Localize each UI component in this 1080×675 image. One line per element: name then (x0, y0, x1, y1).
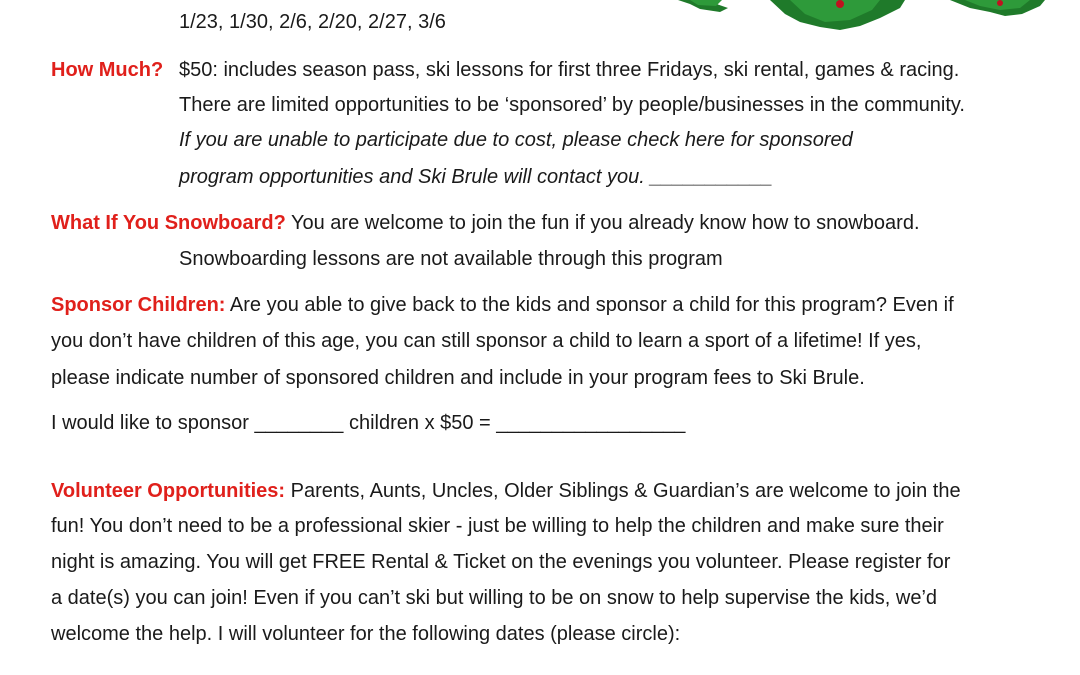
snowboard-text-1: You are welcome to join the fun if you already know how to snowboard. (285, 212, 920, 234)
volunteer-line-1 (51, 477, 961, 505)
sponsor-text-1: Are you able to give back to the kids and sponsor a child for this program? Even if (225, 294, 954, 316)
how-much-text-3: If you are unable to participate due to cost, please check here for sponsored (179, 129, 853, 151)
volunteer-text-4: a date(s) you can join! Even if you can’t ski but willing to be on snow to help supervise the kids, we’d (51, 587, 938, 609)
sponsor-text-2: you don’t have children of this age, you can still sponsor a child to learn a sport of a lifetime! If yes, (51, 330, 922, 352)
pine-branch-icon (0, 0, 1080, 30)
sponsorship-checkbox-line[interactable]: program opportunities and Ski Brule will contact you. ___________ (179, 166, 773, 188)
snowboard-text-2: Snowboarding lessons are not available through this program (179, 248, 723, 270)
sponsor-label: Sponsor Children: (51, 294, 226, 316)
volunteer-text-5: welcome the help. I will volunteer for the following dates (please circle): (51, 623, 681, 645)
sponsor-line-1 (51, 291, 954, 319)
volunteer-label: Volunteer Opportunities: (51, 480, 286, 502)
volunteer-text-2: fun! You don’t need to be a professional skier - just be willing to help the children and make sure their (51, 515, 944, 537)
volunteer-text-3: night is amazing. You will get FREE Rental & Ticket on the evenings you volunteer. Please register for (51, 551, 951, 573)
berry-icon (997, 0, 1003, 6)
how-much-label: How Much? (51, 59, 164, 81)
volunteer-text-1: Parents, Aunts, Uncles, Older Siblings & Guardian’s are welcome to join the (285, 480, 961, 502)
how-much-text-2: There are limited opportunities to be ‘sponsored’ by people/businesses in the community. (179, 94, 965, 116)
sponsor-count-field[interactable]: I would like to sponsor ________ children x $50 = _________________ (51, 412, 686, 434)
how-much-text-1: $50: includes season pass, ski lessons for first three Fridays, ski rental, games & racing. (179, 59, 960, 81)
snowboard-line-1 (51, 209, 920, 237)
berry-icon (836, 0, 844, 8)
snowboard-label: What If You Snowboard? (51, 212, 286, 234)
sponsor-text-3: please indicate number of sponsored children and include in your program fees to Ski Brule. (51, 367, 865, 389)
season-dates: 1/23, 1/30, 2/6, 2/20, 2/27, 3/6 (179, 11, 446, 33)
